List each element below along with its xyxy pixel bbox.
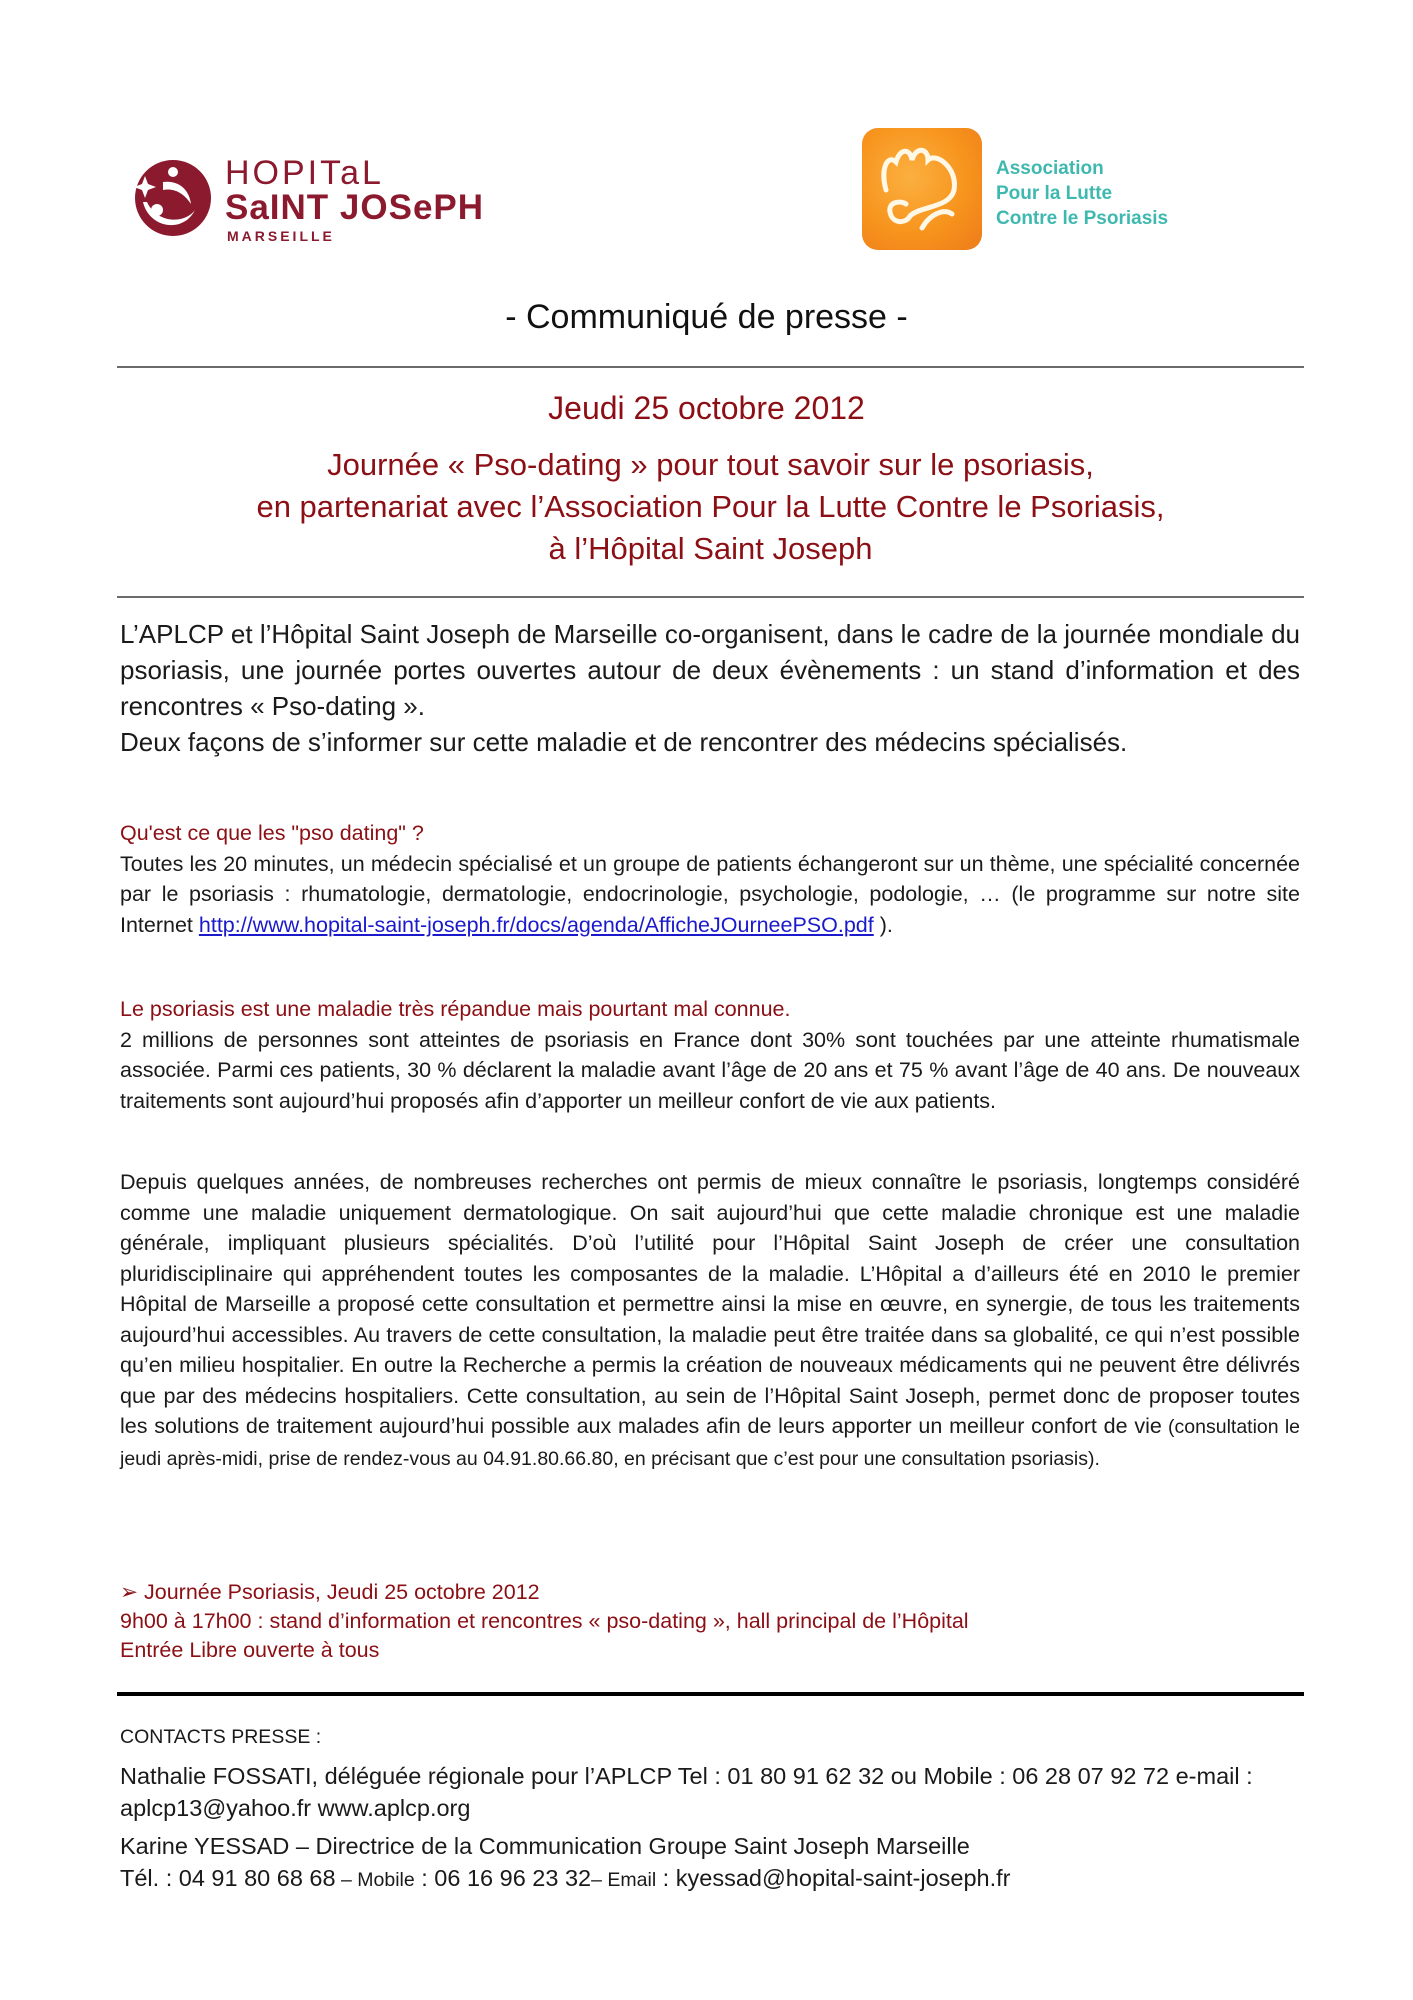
hospital-logo — [133, 150, 503, 250]
contact-1: Nathalie FOSSATI, déléguée régionale pour l’APLCP Tel : 01 80 91 62 32 ou Mobile : 06 28 07 92 72 e-mail : aplcp13@yahoo.fr www.aplcp.org — [120, 1763, 1253, 1821]
event-title-line: Journée « Pso-dating » pour tout savoir sur le psoriasis, — [327, 447, 1094, 482]
association-logo-line2: Pour la Lutte — [996, 183, 1113, 204]
section-text: Depuis quelques années, de nombreuses recherches ont permis de mieux connaître le psoriasis, longtemps considéré comme une maladie uniquement dermatologique. On sait aujourd’hui que cette maladie chronique est une maladie générale, impliquant plusieurs spécialités. D’où l’utilité pour l’Hôpital Saint Joseph de créer une consultation pluridisciplinaire qui appréhendent toutes les composantes de la maladie. L’Hôpital a d’ailleurs été en 2010 le premier Hôpital de Marseille a proposé cette consultation et permettre ainsi la mise en œuvre, en synergie, de tous les traitements aujourd’hui accessibles. Au travers de cette consultation, la maladie peut être traitée dans sa globalité, ce qui n’est possible qu’en milieu hospitalier. En outre la Recherche a permis la création de nouveaux médicaments qui ne peuvent être délivrés que par des médecins hospitaliers. Cette consultation, au sein de l’Hôpital Saint Joseph, permet donc de proposer toutes les solutions de traitement aujourd’hui possible aux malades afin de leurs apporter un meilleur confort de vie — [120, 1170, 1300, 1438]
consultation-note: (consultation le jeudi après-midi, prise de rendez-vous au 04.91.80.66.80, en précisant que c’est pour une consultation psoriasis). — [120, 1416, 1301, 1470]
contact-2-details — [120, 1862, 1310, 1896]
pso-dating-section — [120, 818, 1300, 940]
hospital-emblem-icon — [133, 158, 213, 238]
divider-thick — [117, 1692, 1304, 1696]
contact-2-mobile: : 06 16 96 23 32 — [414, 1865, 592, 1891]
section-text: 2 millions de personnes sont atteintes de psoriasis en France dont 30% sont touchées par une atteinte rhumatismale associée. Parmi ces patients, 30 % déclarent la maladie avant l’âge de 20 ans et 75 % avant l’âge de 40 ans. De nouveaux traitements sont aujourd’hui proposés afin d’apporter un meilleur confort de vie aux patients. — [120, 1027, 1300, 1113]
intro-paragraph — [120, 616, 1300, 760]
research-section — [120, 1167, 1300, 1474]
event-line-1: Journée Psoriasis, Jeudi 25 octobre 2012 — [144, 1580, 540, 1604]
association-logo — [862, 128, 1202, 253]
event-line-3: Entrée Libre ouverte à tous — [120, 1638, 380, 1662]
association-emblem-icon — [862, 128, 982, 250]
association-logo-line3: Contre le Psoriasis — [996, 208, 1169, 229]
event-date-title: Jeudi 25 octobre 2012 — [548, 390, 865, 426]
separator: – — [591, 1869, 608, 1891]
email-label: Email — [607, 1869, 657, 1891]
document-type-heading: - Communiqué de presse - — [505, 298, 908, 336]
association-logo-text — [996, 156, 1168, 231]
section-text: Toutes les 20 minutes, un médecin spécialisé et un groupe de patients échangeront sur un thème, une spécialité concernée par le psoriasis : rhumatologie, dermatologie, endocrinologie, psychologie, podologie, … (le programme sur notre site Internet — [120, 851, 1300, 937]
section-heading: Qu'est ce que les "pso dating" ? — [120, 821, 424, 845]
section-text-end: ). — [873, 912, 893, 937]
arrow-bullet-icon: ➢ — [120, 1580, 139, 1604]
contact-2-email: : kyessad@hopital-saint-joseph.fr — [656, 1865, 1011, 1891]
hospital-logo-line1: HOPITaL — [225, 154, 384, 192]
divider — [117, 366, 1304, 368]
event-title-line: à l’Hôpital Saint Joseph — [548, 531, 873, 566]
separator: – — [335, 1869, 358, 1891]
section-heading: Le psoriasis est une maladie très répandue mais pourtant mal connue. — [120, 997, 791, 1021]
association-logo-line1: Association — [996, 158, 1104, 179]
event-details — [120, 1578, 1300, 1665]
contacts-heading: CONTACTS PRESSE : — [120, 1726, 322, 1748]
press-contacts — [120, 1722, 1310, 1896]
intro-text-2: Deux façons de s’informer sur cette maladie et de rencontrer des médecins spécialisés. — [120, 727, 1128, 757]
divider — [117, 596, 1304, 598]
stats-section — [120, 994, 1300, 1116]
contact-2-name: Karine YESSAD – Directrice de la Communication Groupe Saint Joseph Marseille — [120, 1833, 970, 1859]
program-link[interactable]: http://www.hopital-saint-joseph.fr/docs/agenda/AfficheJOurneePSO.pdf — [198, 912, 874, 937]
contact-2-tel: Tél. : 04 91 80 68 68 — [120, 1865, 336, 1891]
event-title-line: en partenariat avec l’Association Pour la Lutte Contre le Psoriasis, — [256, 489, 1165, 524]
mobile-label: Mobile — [357, 1869, 415, 1891]
event-title — [117, 444, 1304, 570]
event-line-2: 9h00 à 17h00 : stand d’information et rencontres « pso-dating », hall principal de l’Hôpital — [120, 1609, 969, 1633]
hospital-logo-line2: SaINT JOSePH — [225, 188, 485, 227]
intro-text-1: L’APLCP et l’Hôpital Saint Joseph de Marseille co-organisent, dans le cadre de la journée mondiale du psoriasis, une journée portes ouvertes autour de deux évènements : un stand d’information et des rencontres « Pso-dating ». — [120, 619, 1300, 721]
hospital-logo-line3: MARSEILLE — [227, 228, 335, 244]
